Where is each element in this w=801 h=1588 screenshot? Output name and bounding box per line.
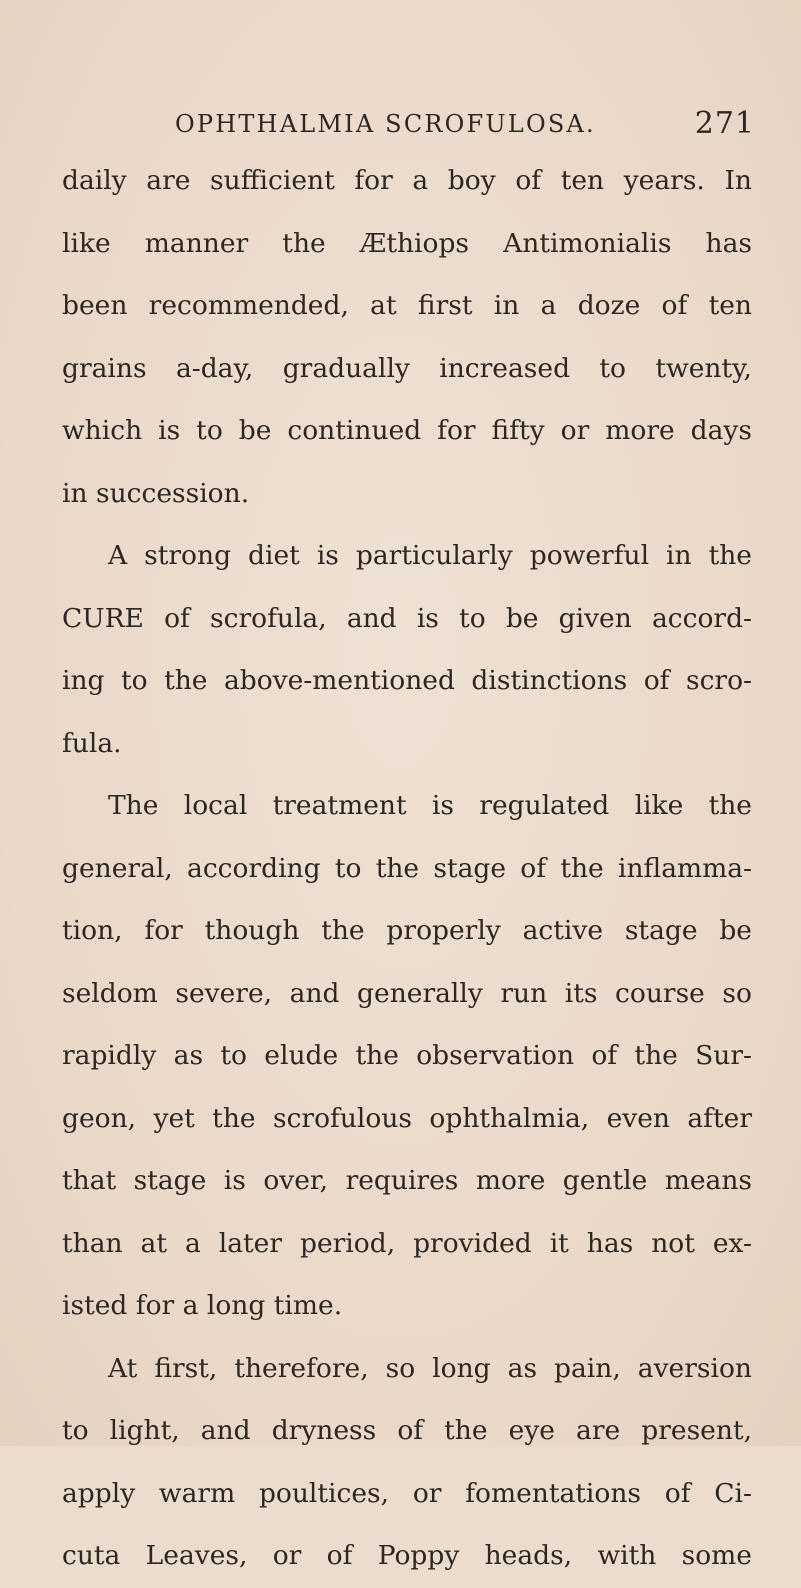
paragraph-end-line: isted for a long time. (62, 1290, 343, 1321)
text-line: seldom severe, and generally run its course so (62, 977, 752, 1009)
text-line: which is to be continued for fifty or more days (62, 415, 752, 446)
text-line: than at a later period, provided it has not ex- (62, 1227, 752, 1259)
body-text (62, 150, 752, 1588)
text-line: ing to the above-mentioned distinctions of scro- (62, 665, 752, 696)
running-head (175, 106, 755, 146)
running-title: OPHTHALMIA SCROFULOSA. (175, 110, 596, 138)
text-line: like manner the Æthiops Antimonialis has (62, 227, 752, 259)
text-line: cuta Leaves, or of Poppy heads, with some (62, 1540, 752, 1571)
text-line: CURE of scrofula, and is to be given accord- (62, 602, 752, 634)
text-line: general, according to the stage of the inflamma- (62, 852, 752, 884)
paragraph-end-line: in succession. (62, 477, 250, 509)
text-line: that stage is over, requires more gentle means (62, 1165, 752, 1196)
text-line: geon, yet the scrofulous ophthalmia, even after (62, 1102, 752, 1134)
paragraph-start-line: A strong diet is particularly powerful in the (108, 540, 752, 571)
text-line: to light, and dryness of the eye are present, (62, 1415, 752, 1446)
text-line: tion, for though the properly active stage be (62, 915, 752, 946)
text-line: rapidly as to elude the observation of the Sur- (62, 1040, 752, 1071)
paragraph-end-line: fula. (62, 727, 122, 759)
page-number: 271 (694, 106, 755, 141)
text-line: been recommended, at first in a doze of ten (62, 290, 752, 321)
paragraph-start-line: The local treatment is regulated like the (108, 790, 752, 821)
paragraph-start-line: At first, therefore, so long as pain, aversion (108, 1352, 752, 1384)
text-line: grains a-day, gradually increased to twenty, (62, 352, 752, 384)
text-line: apply warm poultices, or fomentations of Ci- (62, 1477, 752, 1509)
text-line: daily are sufficient for a boy of ten years. In (62, 165, 752, 196)
